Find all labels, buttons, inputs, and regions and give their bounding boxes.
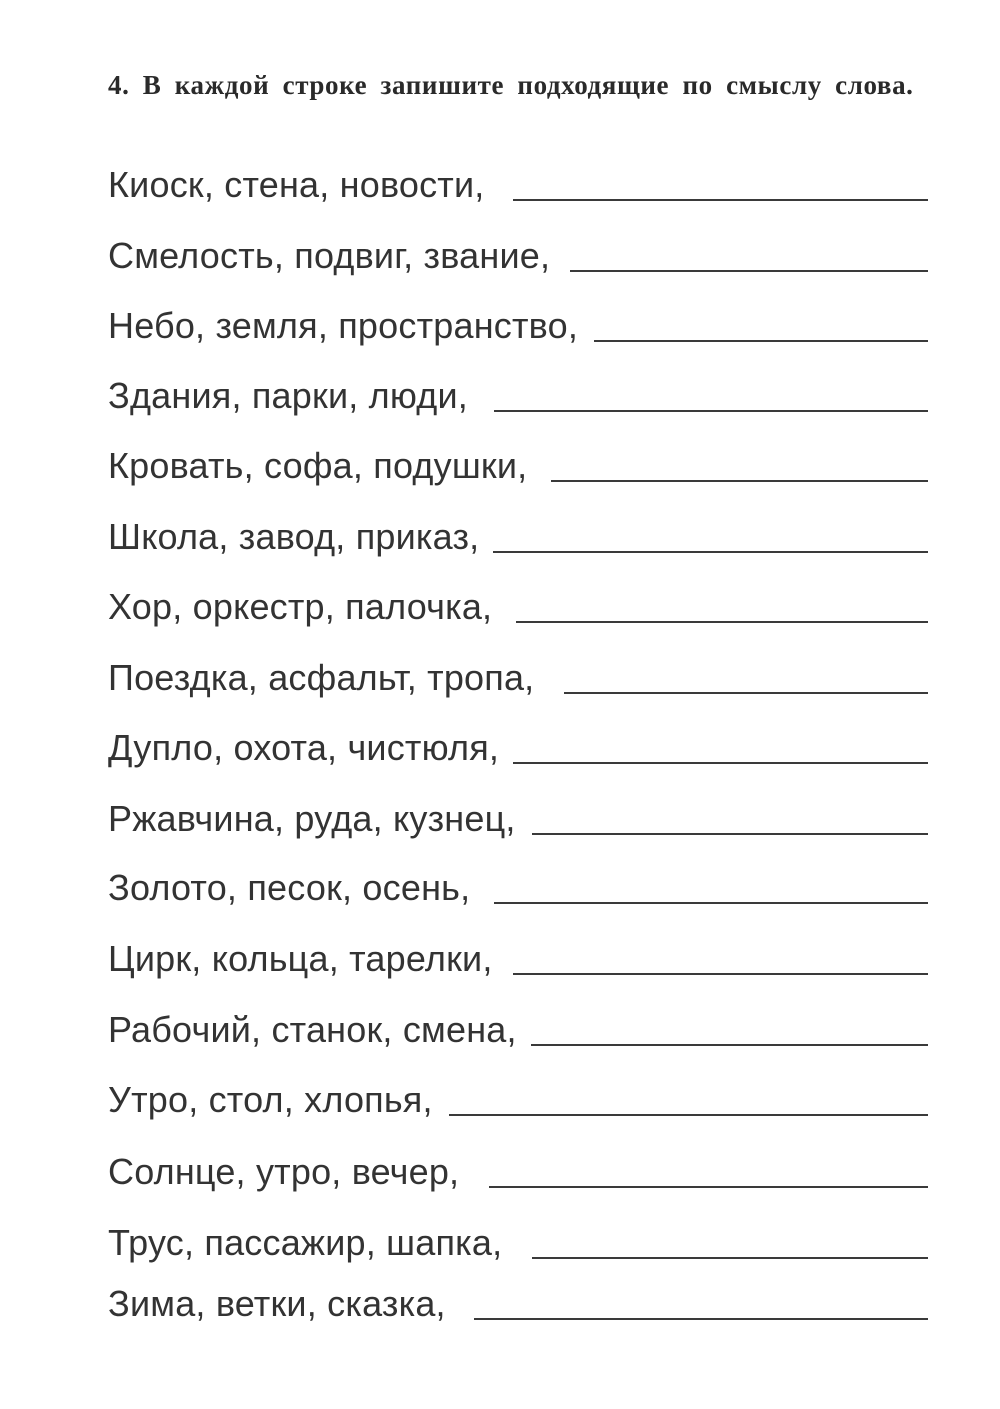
word-list: Рабочий, станок, смена, bbox=[108, 1009, 517, 1050]
answer-line[interactable] bbox=[532, 833, 928, 835]
task-instruction: 4. В каждой строке запишите подходящие по смыслу слова. bbox=[108, 70, 914, 100]
word-list: Трус, пассажир, шапка, bbox=[108, 1222, 503, 1263]
word-list: Здания, парки, люди, bbox=[108, 375, 468, 416]
answer-line[interactable] bbox=[516, 621, 928, 623]
word-row bbox=[108, 797, 928, 841]
word-list: Смелость, подвиг, звание, bbox=[108, 235, 551, 276]
word-list: Ржавчина, руда, кузнец, bbox=[108, 798, 516, 839]
word-list: Золото, песок, осень, bbox=[108, 867, 471, 908]
answer-line[interactable] bbox=[513, 199, 928, 201]
word-row bbox=[108, 1078, 928, 1122]
answer-line[interactable] bbox=[531, 1044, 928, 1046]
word-row bbox=[108, 234, 928, 278]
word-row bbox=[108, 444, 928, 488]
answer-line[interactable] bbox=[494, 902, 928, 904]
answer-line[interactable] bbox=[594, 340, 928, 342]
answer-line[interactable] bbox=[570, 270, 928, 272]
word-list: Солнце, утро, вечер, bbox=[108, 1151, 460, 1192]
word-list: Поездка, асфальт, тропа, bbox=[108, 657, 535, 698]
answer-line[interactable] bbox=[489, 1186, 928, 1188]
word-list: Небо, земля, пространство, bbox=[108, 305, 579, 346]
word-list: Школа, завод, приказ, bbox=[108, 516, 480, 557]
word-row bbox=[108, 585, 928, 629]
word-list: Цирк, кольца, тарелки, bbox=[108, 938, 493, 979]
word-row bbox=[108, 937, 928, 981]
word-row bbox=[108, 1150, 928, 1194]
word-row bbox=[108, 515, 928, 559]
answer-line[interactable] bbox=[532, 1257, 928, 1259]
answer-line[interactable] bbox=[449, 1114, 928, 1116]
word-row bbox=[108, 163, 928, 207]
word-row bbox=[108, 1282, 928, 1326]
word-row bbox=[108, 726, 928, 770]
answer-line[interactable] bbox=[474, 1318, 928, 1320]
word-list: Кровать, софа, подушки, bbox=[108, 445, 528, 486]
word-row bbox=[108, 304, 928, 348]
word-row bbox=[108, 374, 928, 418]
answer-line[interactable] bbox=[551, 480, 928, 482]
answer-line[interactable] bbox=[494, 410, 928, 412]
word-row bbox=[108, 656, 928, 700]
answer-line[interactable] bbox=[513, 762, 928, 764]
answer-line[interactable] bbox=[513, 973, 928, 975]
answer-line[interactable] bbox=[564, 692, 928, 694]
word-list: Хор, оркестр, палочка, bbox=[108, 586, 493, 627]
word-row bbox=[108, 1008, 928, 1052]
answer-line[interactable] bbox=[493, 551, 928, 553]
word-list: Зима, ветки, сказка, bbox=[108, 1283, 446, 1324]
word-list: Дупло, охота, чистюля, bbox=[108, 727, 500, 768]
word-row bbox=[108, 866, 928, 910]
word-list: Утро, стол, хлопья, bbox=[108, 1079, 433, 1120]
word-row bbox=[108, 1221, 928, 1265]
word-list: Киоск, стена, новости, bbox=[108, 164, 485, 205]
